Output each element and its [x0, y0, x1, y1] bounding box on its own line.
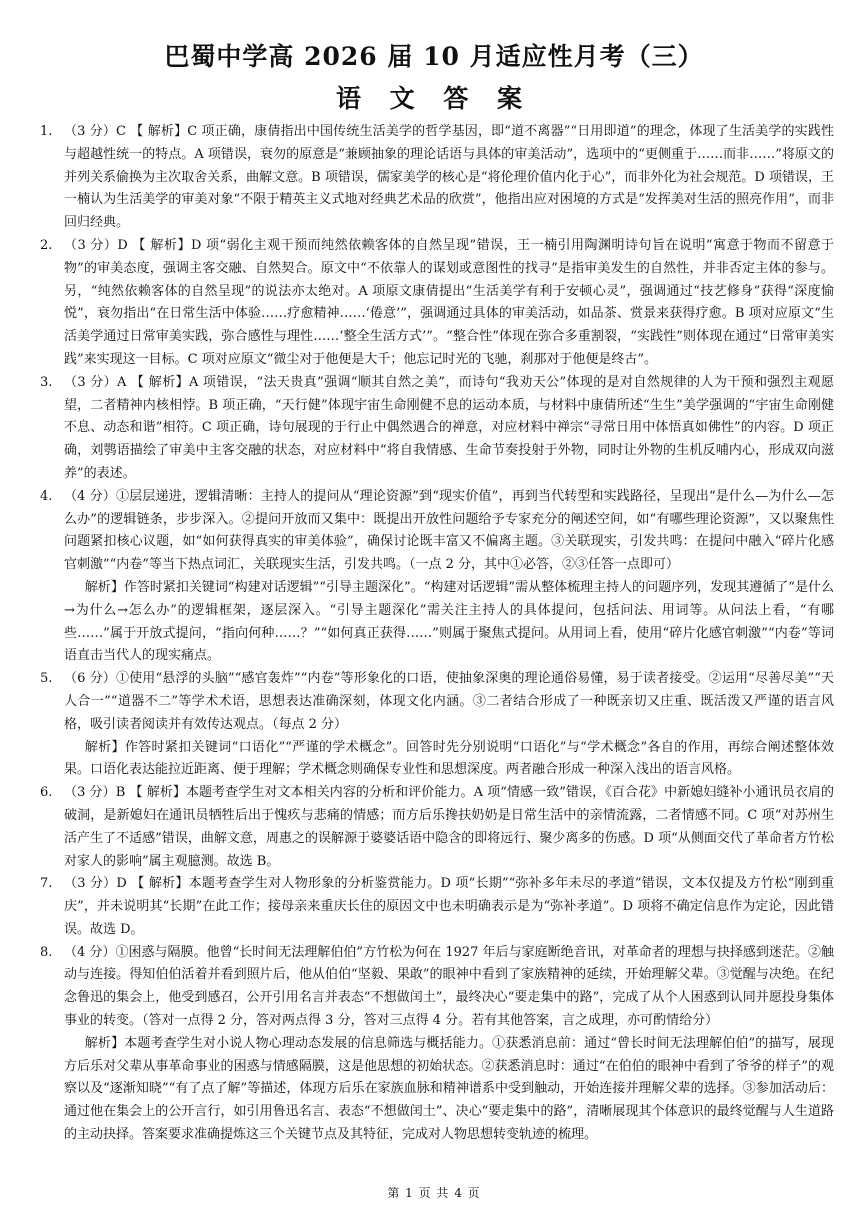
question-number: 4.: [40, 488, 53, 504]
question-number: 6.: [40, 785, 53, 801]
question-number: 3.: [40, 374, 53, 390]
question-number: 7.: [40, 876, 53, 892]
answer-item-5: [34, 668, 834, 736]
answer-item-6: [34, 782, 834, 873]
answer-text: （4 分）①困惑与隔膜。他曾“长时间无法理解伯伯”方竹松为何在 1927 年后与家庭断绝音讯，对革命者的理想与抉择感到迷茫。②触动与连接。得知伯伯活着并看到照片后，他从伯伯“坚毅、果敢”的眼神中看到了家族精神的延续，开始理解父辈。③觉醒与决绝。在纪念鲁迅的集会上，他受到感召，公开引用名言并表态“不想做闰土”，最终决心“要走集中的路”，完成了从个人困惑到认同并愿投身集体事业的转变。（答对一点得 2 分，答对两点得 3 分，答对三点得 4 分。若有其他答案，言之成理，亦可酌情给分）: [64, 944, 834, 1029]
question-number: 8.: [40, 944, 53, 960]
answer-analysis-8: 解析】本题考查学生对小说人物心理动态发展的信息筛选与概括能力。①获悉消息前：通过“曾长时间无法理解伯伯”的描写，展现方后乐对父辈从事革命事业的困惑与情感隔膜，这是他思想的初始状态。②获悉消息时：通过“在伯伯的眼神中看到了爷爷的样子”的观察以及“逐渐知晓”“有了点了解”等描述，体现方后乐在家族血脉和精神谱系中受到触动，开始连接并理解父辈的选择。③参加活动后：通过他在集会上的公开言行，如引用鲁迅名言、表态“不想做闰土”、决心“要走集中的路”，清晰展现其个体意识的最终觉醒与人生道路的主动抉择。答案要求准确提炼这三个关键节点及其特征，完成对人物思想转变轨迹的梳理。: [64, 1035, 834, 1143]
answer-item-8: [34, 942, 834, 1033]
answer-text: （6 分）①使用“悬浮的头脑”“感官轰炸”“内卷”等形象化的口语，使抽象深奥的理论通俗易懂，易于读者接受。②运用“尽善尽美”“天人合一”“道器不二”等学术术语，思想表达准确深刻，体现文化内涵。③二者结合形成了一种既亲切又庄重、既活泼又严谨的语言风格，吸引读者阅读并有效传达观点。（每点 2 分）: [64, 671, 834, 732]
answer-item-3: [34, 372, 834, 486]
answer-analysis-5: 解析】作答时紧扣关键词“口语化”“严谨的学术概念”。回答时先分别说明“口语化”与“学术概念”各自的作用，再综合阐述整体效果。口语化表达能拉近距离、便于理解；学术概念则确保专业性和思想深度。两者融合形成一种深入浅出的语言风格。: [64, 739, 834, 778]
answer-text: （3 分）C 【 解析】C 项正确，康倩指出中国传统生活美学的哲学基因，即“道不离器”“日用即道”的理念，体现了生活美学的实践性与超越性统一的特点。A 项错误，衰勿的原意是“兼顾抽象的理论话语与具体的审美活动”，选项中的“更侧重于……而非……”将原文的并列关系偷换为主次取舍关系，曲解文意。B 项错误，儒家美学的核心是“将伦理价值内化于心”，而非外化为社会规范。D 项错误，王一楠认为生活美学的审美对象“不限于精英主义式地对经典艺术品的欣赏”，他指出应对困境的方式是“发挥美对生活的照亮作用”，而非回归经典。: [64, 124, 834, 231]
answer-text: （4 分）①层层递进，逻辑清晰：主持人的提问从“理论资源”到“现实价值”，再到当代转型和实践路径，呈现出“是什么—为什么—怎么办”的逻辑链条，步步深入。②提问开放而又集中：既提出开放性问题给予专家充分的阐述空间，如“有哪些理论资源”，又以聚焦性问题紧扣核心议题，如“如何获得真实的审美体验”，确保讨论既丰富又不偏离主题。③关联现实，引发共鸣：在提问中融入“碎片化感官刺激”“内卷”等当下热点词汇，关联现实生活，引发共鸣。（一点 2 分，其中①必答，②③任答一点即可）: [64, 488, 834, 573]
answer-item-7: [34, 873, 834, 941]
page-footer: 第 1 页 共 4 页: [387, 1186, 481, 1200]
answer-list: [34, 121, 834, 1147]
question-number: 1.: [40, 124, 53, 139]
answer-item-4: [34, 486, 834, 577]
page-subtitle: 语 文 答 案: [335, 84, 533, 113]
question-number: 2.: [40, 237, 53, 253]
answer-text: （3 分）D 【 解析】本题考查学生对人物形象的分析鉴赏能力。D 项“长期”“弥补多年未尽的孝道”错误，文本仅提及方竹松“刚到重庆”，并未说明其“长期”在此工作；接母亲来重庆长住的原因文中也未明确表示是为“弥补孝道”。D 项将不确定信息作为定论，因此错误。故选 D。: [64, 876, 834, 937]
page-title: 巴蜀中学高 2026 届 10 月适应性月考（三）: [164, 42, 704, 71]
answer-analysis-4: 解析】作答时紧扣关键词“构建对话逻辑”“引导主题深化”。“构建对话逻辑”需从整体梳理主持人的问题序列，发现其遵循了“是什么→为什么→怎么办”的逻辑框架，逐层深入。“引导主题深化”需关注主持人的具体提问，包括问法、用词等。从问法上看，“有哪些……”属于开放式提问，“指向何种……？”“如何真正获得……”则属于聚焦式提问。从用词上看，使用“碎片化感官刺激”“内卷”等词语直击当代人的现实痛点。: [64, 579, 834, 664]
answer-item-2: [34, 235, 834, 372]
answer-text: （3 分）A 【 解析】A 项错误，“法天贵真”强调“顺其自然之美”，而诗句“我劝天公”体现的是对自然规律的人为干预和强烈主观愿望，二者精神内核相悖。B 项正确，“天行健”体现宇宙生命刚健不息的运动本质，与材料中康倩所述“生生”美学强调的“宇宙生命刚健不息、动态和谐”相符。C 项正确，诗句展现的于行止中偶然遇合的禅意，对应材料中禅宗“寻常日用中体悟真如佛性”的内容。D 项正确，刘鹗语描绘了审美中主客交融的状态，对应材料中“将自我情感、生命节奏投射于外物，同时让外物的生机反哺内心，形成双向滋养”的表述。: [64, 374, 834, 481]
answer-text: （3 分）D 【 解析】D 项“弱化主观干预而纯然依赖客体的自然呈现”错误，王一楠引用陶渊明诗句旨在说明“寓意于物而不留意于物”的审美态度，强调主客交融、自然契合。原文中“不依靠人的谋划或意图性的找寻”是指审美发生的自然性，并非否定主体的参与。另，“纯然依赖客体的自然呈现”的说法亦太绝对。A 项原文康倩提出“生活美学有利于安顿心灵”，强调通过“技艺修身”获得“深度愉悦”，衰勿指出“在日常生活中体验……疗愈精神……‘倦意’”，强调通过具体的审美活动，如品茶、赏景来获得疗愈。B 项对应原文“生活美学通过日常审美实践，弥合感性与理性……‘整全生活方式’”。“整合性”体现在弥合多重割裂，“实践性”则体现在通过“日常审美实践”来实现这一目标。C 项对应原文“微尘对于他便是大千；他忘记时光的飞驰，刹那对于他便是终古”。: [64, 237, 834, 367]
answer-item-1: [34, 121, 834, 235]
answer-text: （3 分）B 【 解析】本题考查学生对文本相关内容的分析和评价能力。A 项“情感一致”错误，《百合花》中新媳妇缝补小通讯员衣肩的破洞，是新媳妇在通讯员牺牲后出于愧疚与悲痛的情感；而方后乐搀扶奶奶是日常生活中的亲情流露，二者情感不同。C 项“对苏州生活产生了不适感”错误，曲解文意，周惠之的误解源于婆婆话语中隐含的即将远行、聚少离多的伤感。D 项“从侧面交代了革命者方竹松对家人的影响”属主观臆测。故选 B。: [64, 785, 834, 869]
question-number: 5.: [40, 671, 53, 687]
